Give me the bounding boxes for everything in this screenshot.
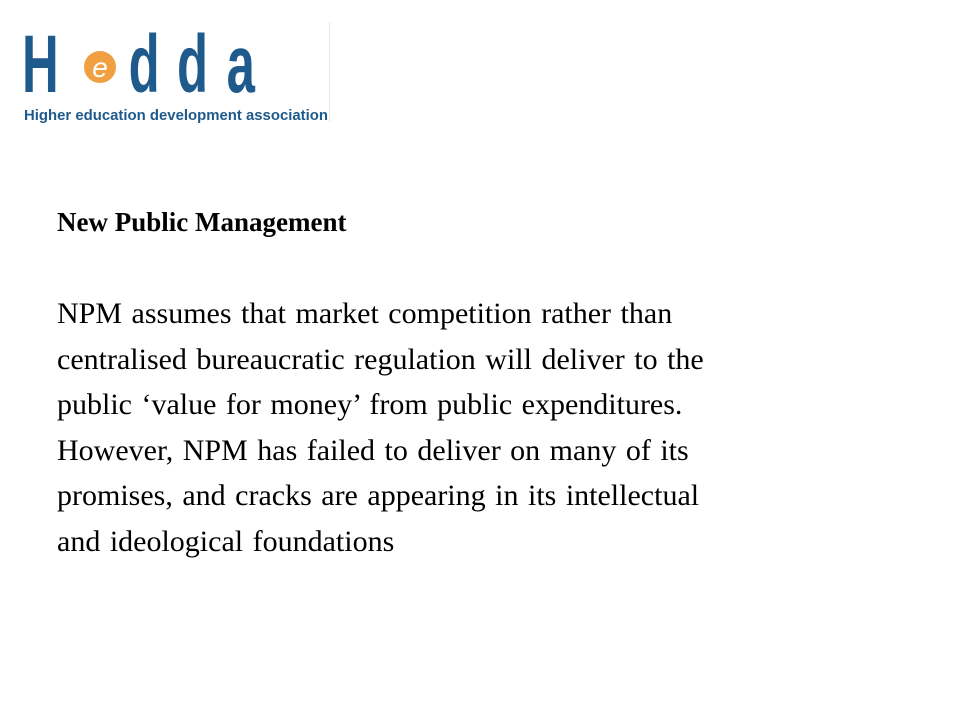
logo-letter-d2: d (177, 18, 209, 111)
slide-title: New Public Management (57, 207, 347, 237)
logo-accent-letter: e (92, 52, 108, 83)
logo-letter-h: H (22, 18, 59, 111)
body-line: promises, and cracks are appearing in its intellectual (57, 479, 700, 513)
body-line: NPM assumes that market competition rather than (57, 297, 673, 330)
body-line: public ‘value for money’ from public expenditures. (57, 388, 683, 422)
logo-tagline: Higher education development association (24, 107, 328, 124)
hedda-logo (22, 16, 332, 128)
body-line: However, NPM has failed to deliver on many of its (57, 433, 689, 467)
logo-accent-mark (84, 51, 116, 83)
logo-letter-a: a (226, 18, 255, 111)
slide-body (57, 291, 704, 565)
logo-letter-d1: d (128, 18, 160, 111)
body-line: and ideological foundations (57, 524, 395, 558)
body-line: centralised bureaucratic regulation will deliver to the (57, 342, 704, 376)
logo-divider (329, 22, 330, 122)
